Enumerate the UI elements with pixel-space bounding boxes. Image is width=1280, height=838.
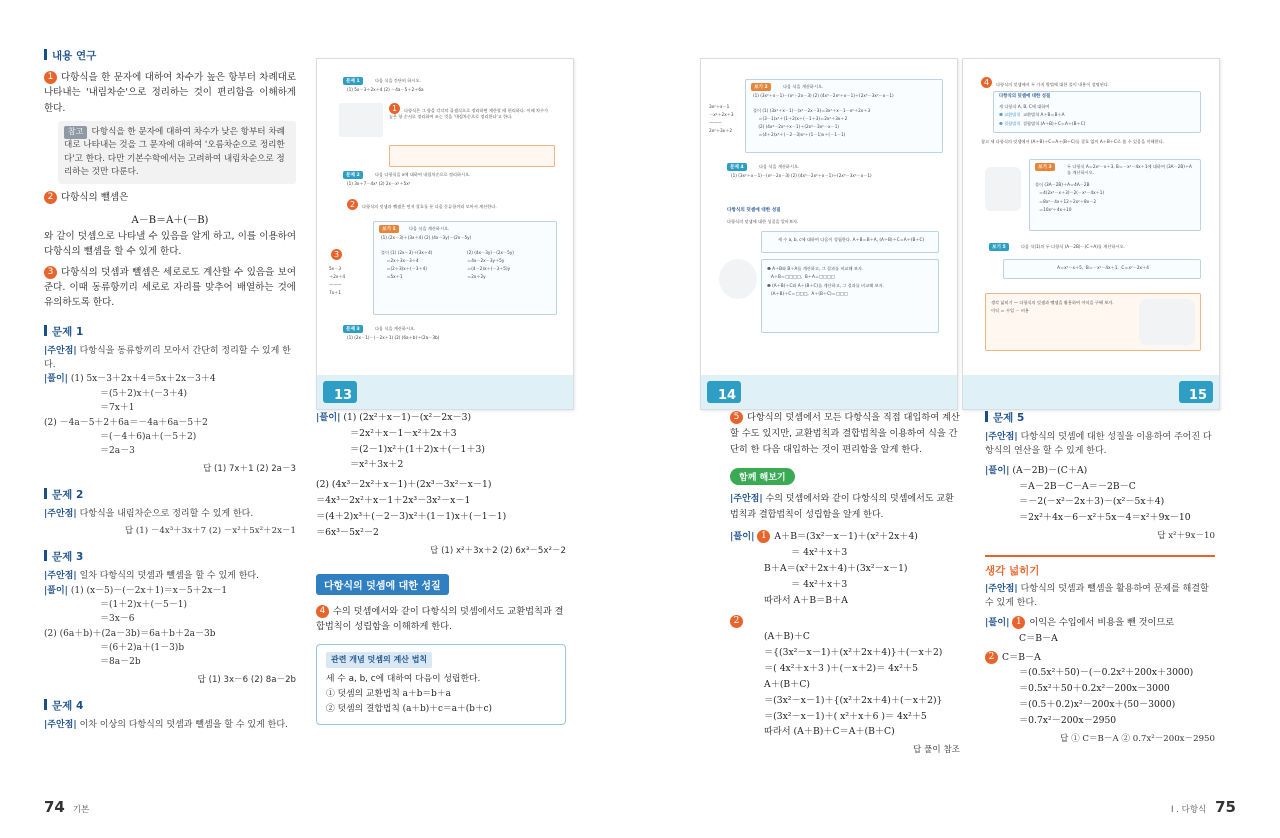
col2-solution: |풀이| (1) (2x²＋x－1)－(x²－2x－3) ＝2x²＋x－1－x²＋2x＋3 ＝(2－1)x²＋(1＋2)x＋(－1＋3) ＝x²＋3x＋2 (2) (4x³－2x²＋x－1)＋(2x³－3x²－x－1) ＝4x³－2x²＋x－1＋2x³－3x²－x－1 ＝(4＋2)x³＋(－2－3)x²＋(1－1)x＋(－1－1) ＝6x³－5x²－2 — [316, 412, 507, 538]
problem-5-answer: 답 x²＋9x－10 — [1157, 531, 1215, 542]
problem-1-answer: 답 (1) 7x＋1 (2) 2a－3 — [203, 463, 296, 474]
tip-box: 참고 다항식을 한 문자에 대하여 차수가 낮은 항부터 차례대로 나타내는 것을 그 문자에 대하여 '오름차순으로 정리한다'고 한다. 다만 기본수학에서는 고려하여 내림차순으로 정리하는 것만 다룬다. — [58, 121, 296, 184]
col3-answer: 답 풀이 참조 — [913, 745, 960, 756]
col2-answer: 답 (1) x²＋3x＋2 (2) 6x³－5x²－2 — [430, 545, 566, 556]
problem-5-title: 문제 5 — [985, 410, 1215, 425]
problem-1-aim: |주안점| 다항식을 동류항끼리 모아서 간단히 정리할 수 있게 한다. — [44, 345, 291, 371]
problem-5-solution: |풀이| (A－2B)－(C＋A) ＝A－2B－C－A＝－2B－C ＝－2(－x²－2x＋3)－(x²－5x＋4) ＝2x²＋4x－6－x²＋5x－4＝x²＋9x－10 — [985, 464, 1191, 524]
problem-1-solution: |풀이| (1) 5x－3＋2x＋4＝5x＋2x－3＋4 ＝(5＋2)x＋(－3＋4) ＝7x＋1 (2) －4a－5＋2＋6a＝－4a＋6a－5＋2 ＝(－4＋6)a＋(－5＋2) ＝2a－3 — [44, 374, 216, 457]
col3-note: 5 다항식의 덧셈에서 모든 다항식을 직접 대입하여 계산할 수도 있지만, 교환법칙과 결합법칙을 이용하여 식을 간단히 한 다음 대입하는 것이 편리함을 알게 한다. — [730, 412, 960, 455]
column3-activity — [730, 410, 960, 755]
textbook-page-15: 15 4 다항식의 덧셈에서 두 가지 방법에 대한 풀이 내용이 설명된다. 다항식의 덧셈에 대한 성질 세 다항식 A, B, C에 대하여 ❶ 교환법칙 교환법칙 A＋B＝B＋A ❷ 결합법칙 결합법칙 (A＋B)＋C＝A＋(B＋C) 참고 세 다항식의 덧셈에서 (A＋B)＋C＝A＋(B＋C)를 괄호 없이 A＋B＋C로 쓸 수 있음을 이해한다. 보기 3 두 다항식 A＝2x²－x＋3, B＝－x²－4x＋1에 대하여 (3A－2B)＋A를 계산하시오. 풀이 (3A－2B)＋A＝4A－2B ＝4(2x²－x＋3)－2(－x²－4x＋1) ＝8x²－4x＋12＋2x²＋8x－2 ＝10x²＋4x＋10 보기 5 다음 식(1)의 두 다항식 (A－2B)－(C＋A)를 계산하시오. A＝x²－x＋5, B＝－x²－4x＋1, C＝x²－2x＋4 생각 넓히기 — 다항식의 덧셈과 뺄셈을 활용하여 이익을 구해 보자. 이익 ＝ 수입 － 비용 — [962, 58, 1220, 410]
section-title: 내용 연구 — [44, 48, 296, 63]
note-3: 3 다항식의 덧셈과 뺄셈은 세로로도 계산할 수 있음을 보여 준다. 이때 동류항끼리 세로로 자리를 맞추어 배열하는 것에 유의하도록 한다. — [44, 266, 296, 309]
col2-heading-wrap — [316, 574, 566, 595]
think-answer: 답 ① C＝B－A ② 0.7x²－200x－2950 — [1060, 733, 1215, 744]
p15-character — [985, 167, 1021, 211]
problem-3-aim: |주안점| 일차 다항식의 덧셈과 뺄셈을 할 수 있게 한다. — [44, 571, 259, 582]
right-page-footer: I . 다항식 75 — [1171, 798, 1236, 816]
note-1: 1 다항식을 한 문자에 대하여 차수가 높은 항부터 차례대로 나타내는 '내림차순'으로 정리하는 것이 편리함을 이해하게 한다. — [44, 72, 296, 114]
think-solution: |풀이| 1 이익은 수입에서 비용을 뺀 것이므로 C＝B－A 2 C＝B－A ＝(0.5x²＋50)－(－0.2x²＋200x＋3000) ＝0.5x²＋50＋0.2x²－200x－3000 ＝(0.5＋0.2)x²－200x＋(50－3000) ＝0.7x²－200x－2950 — [985, 616, 1194, 726]
col2-note: 4 수의 덧셈에서와 같이 다항식의 덧셈에서도 교환법칙과 결합법칙이 성립함을 이해하게 한다. — [316, 605, 564, 633]
textbook-page-13: 13 문제 1 다음 식을 간단히 하시오. (1) 5x－3＋2x＋4 (2) －4a－5＋2＋6a 1 다항식은 그 항을 각각의 곱셈식으로 정리하면 계산할 때 편리하다. 이때 차수가 높은 항 순서로 정리하여 쓰는 것을 '내림차순으로 정리한다'고 한다. 문제 2 다음 다항식을 x에 대하여 내림차순으로 정리하시오. (1) 3x＋7－4x³ (2) 2x－x²＋5x² 2 다항식의 덧셈과 뺄셈은 먼저 괄호를 푼 다음 동류항끼리 모아서 계산한다. 보기 1 다음 식을 계산하시오. (1) (2x－3)＋(3x＋4) (2) (4x－3y)－(2x－5y) 풀이 (1) (2x－3)＋(3x＋4) ＝2x＋3x－3＋4 ＝(2＋3)x＋(－3＋4) ＝5x＋1 (2) (4x－3y)－(2x－5y) ＝4x－2x－3y＋5y ＝(4－2)x＋(－3＋5)y ＝2x＋2y 3 5x－3 ＋2x＋4 ——— 7x＋1 문제 3 다음 식을 계산하시오. (1) (2x－1)－(－2x＋1) (2) (6a＋b)＋(2a－3b) — [316, 58, 574, 410]
left-page-footer: 74 기본 — [44, 798, 90, 816]
problem-2-aim: |주안점| 다항식을 내림차순으로 정리할 수 있게 한다. — [44, 508, 254, 519]
problem-4-aim: |주안점| 이차 이상의 다항식의 덧셈과 뺄셈을 할 수 있게 한다. — [44, 719, 288, 730]
problem-3-title: 문제 3 — [44, 549, 296, 564]
textbook-page-14: 14 보기 2 다음 식을 계산하시오. (1) (3x²＋x－1)－(x²－2x－3) (2) (4x³－2x²＋x－1)＋(2x³－3x²－x－1) 풀이 (1) (3x²＋x－1)－(x²－2x－3)＝3x²＋x－1－x²＋2x＋3 ＝(3－1)x²＋(1＋2)x＋(－1＋3)＝2x²＋3x＋2 (2) (4x³－2x²＋x－1)＋(2x³－3x²－x－1) ＝(4＋2)x³＋(－2－3)x²＋(1－1)x＋(－1－1) 3x²＋x－1 －x²＋2x＋3 ——— 2x²＋3x＋2 문제 4 다음 식을 계산하시오. (1) (3x²＋x－1)－(x²－2x－3) (2) (4x³－2x²＋x－1)＋(2x³－3x²－x－1) 다항식의 덧셈에 대한 성질 다항식의 덧셈에 대한 성질을 알아보자. 세 수 a, b, c에 대하여 다음이 성립한다. A＋B＝B＋A, (A＋B)＋C＝A＋(B＋C) ❶ A＋B와 B＋A를 계산하고, 그 결과를 비교해 보자. A＋B＝□□□□, B＋A＝□□□□ ❷ (A＋B)＋C와 A＋(B＋C)를 계산하고, 그 결과를 비교해 보자. (A＋B)＋C＝□□□, A＋(B＋C)＝□□□ — [700, 58, 958, 410]
problem-4-title: 문제 4 — [44, 698, 296, 713]
problem-2-answer: 답 (1) －4x³＋3x＋7 (2) －x²＋5x²＋2x－1 — [124, 526, 296, 537]
problem-2-title: 문제 2 — [44, 487, 296, 502]
related-concept-box: 관련 개념 덧셈의 계산 법칙 세 수 a, b, c에 대하여 다음이 성립한다. ① 덧셈의 교환법칙 a＋b＝b＋a ② 덧셈의 결합법칙 (a＋b)＋c＝a＋(b＋c) — [316, 644, 566, 724]
think-title: 생각 넓히기 — [985, 565, 1040, 578]
section-heading: 다항식의 덧셈에 대한 성질 — [316, 574, 449, 595]
p15-illustration — [1139, 299, 1195, 345]
column4-problem5 — [985, 410, 1215, 744]
formula-subtraction: A－B＝A＋(－B) — [131, 214, 209, 226]
think-wider-section — [985, 555, 1215, 744]
column2-worked-solution — [316, 410, 566, 725]
problem-5-aim: |주안점| 다항식의 덧셈에 대한 성질을 이용하여 주어진 다항식의 연산을 할 수 있게 한다. — [985, 432, 1212, 457]
activity-tag: 함께 해보기 — [730, 468, 795, 485]
problem-3-answer: 답 (1) 3x－6 (2) 8a－2b — [197, 674, 296, 685]
problem-1-title: 문제 1 — [44, 324, 296, 339]
col3-aim: |주안점| 수의 덧셈에서와 같이 다항식의 덧셈에서도 교환법칙과 결합법칙이 성립함을 알게 한다. — [730, 494, 954, 520]
study-notes-column — [44, 48, 296, 732]
p13-thumbnail — [339, 103, 383, 137]
p14-character — [719, 259, 757, 299]
think-aim: |주안점| 다항식의 덧셈과 뺄셈을 활용하여 문제를 해결할 수 있게 한다. — [985, 584, 1209, 609]
p13-callout-box — [389, 145, 555, 167]
problem-3-solution: |풀이| (1) (x－5)－(－2x＋1)＝x－5＋2x－1 ＝(1＋2)x＋(－5－1) ＝3x－6 (2) (6a＋b)＋(2a－3b)＝6a＋b＋2a－3b ＝(6＋2)a＋(1－3)b ＝8a－2b — [44, 585, 228, 668]
col3-solution: |풀이| 1 A＋B＝(3x²－x－1)＋(x²＋2x＋4) ＝ 4x²＋x＋3 B＋A＝(x²＋2x＋4)＋(3x²－x－1) ＝ 4x²＋x＋3 따라서 A＋B＝B＋A 2 (A＋B)＋C ＝{(3x²－x－1)＋(x²＋2x＋4)}＋(－x＋2) ＝( 4x²＋x＋3 )＋(－x＋2)＝ 4x²＋5 A＋(B＋C) ＝(3x²－x－1)＋{(x²＋2x＋4)＋(－x＋2)} ＝(3x²－x－1)＋( x²＋x＋6 )＝ 4x²＋5 따라서 (A＋B)＋C＝A＋(B＋C) — [730, 531, 943, 738]
note-2-cont: 와 같이 덧셈으로 나타낼 수 있음을 알게 하고, 이를 이용하여 다항식의 뺄셈을 할 수 있게 한다. — [44, 230, 296, 258]
note-2: 2 다항식의 뺄셈은 — [44, 190, 296, 205]
col3-tag-wrap — [730, 465, 960, 485]
